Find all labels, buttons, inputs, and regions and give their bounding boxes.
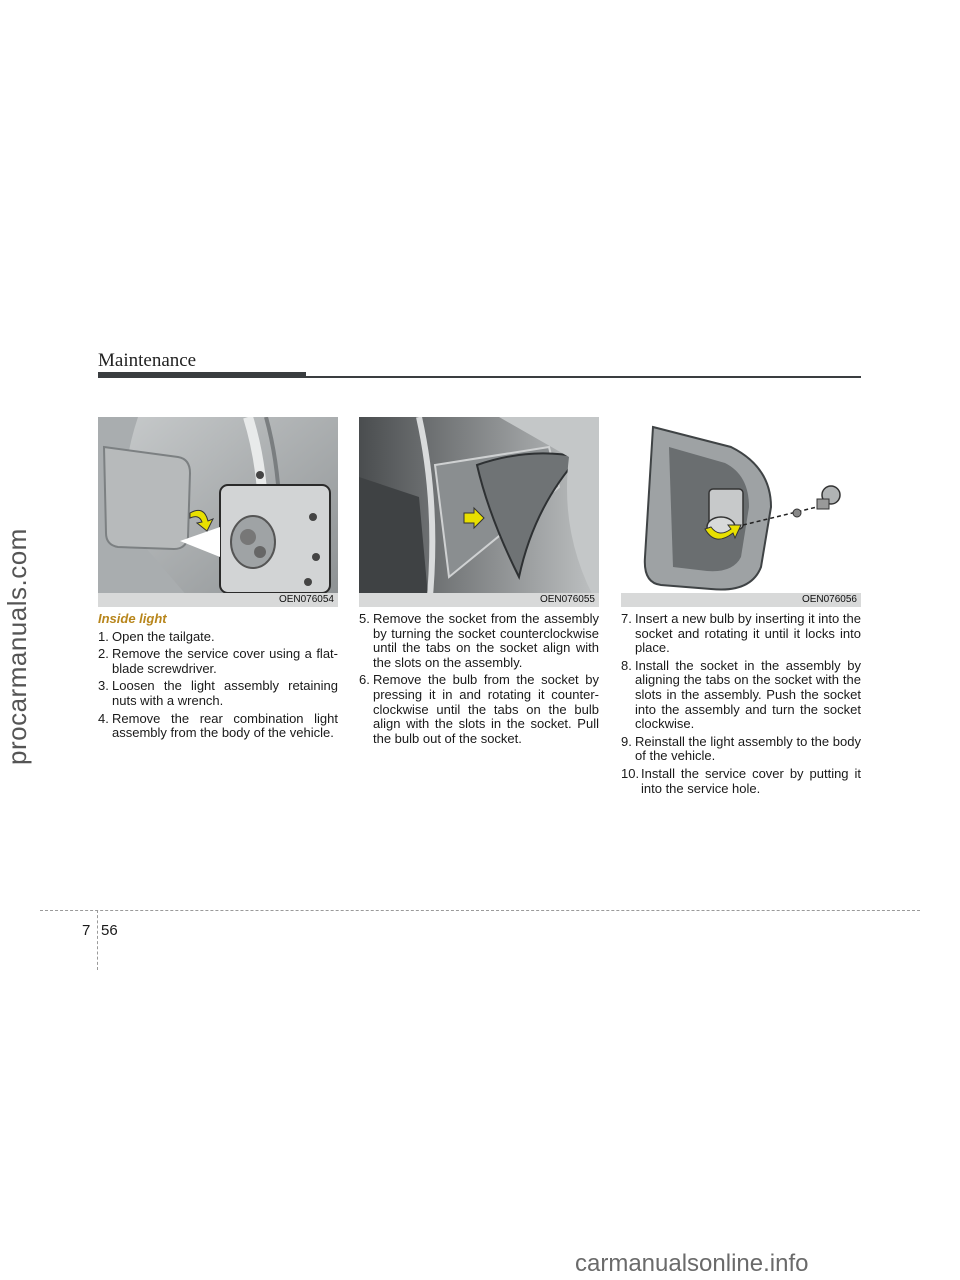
figure-service-cover	[98, 417, 338, 607]
figure-remove-socket	[359, 417, 599, 607]
section-title: Maintenance	[98, 350, 197, 371]
instruction-column-3	[621, 612, 861, 799]
figure-code: OEN076054	[275, 593, 338, 607]
step-item: 10. Install the service cover by putting it into the service hole.	[621, 765, 861, 796]
step-item: 6. Remove the bulb from the socket by pressing it in and rotating it counter-clockwise until the tabs on the bulb align with the slots in the socket. Pull the bulb out of the socket.	[359, 672, 599, 746]
step-item: 3. Loosen the light assembly retaining nuts with a wrench.	[98, 678, 338, 708]
step-item: 7. Insert a new bulb by inserting it into the socket and rotating it until it locks into place.	[621, 611, 861, 656]
instruction-column-2	[359, 612, 599, 749]
figure-illustration	[98, 417, 338, 607]
step-item: 2. Remove the service cover using a flat-blade screwdriver.	[98, 646, 338, 676]
figure-illustration	[359, 417, 599, 607]
figure-bulb-socket	[621, 417, 861, 607]
page-number: 56	[101, 922, 118, 939]
header-rule-thick	[98, 372, 306, 378]
instruction-column-1	[98, 612, 338, 744]
watermark-bottom: carmanualsonline.info	[575, 1250, 809, 1277]
step-item: 8. Install the socket in the assembly by aligning the tabs on the socket with the slots in the assembly. Push the socket into the assembly and turn the socket clockwise.	[621, 657, 861, 732]
figure-code: OEN076055	[536, 593, 599, 607]
figure-illustration	[621, 417, 861, 607]
step-item: 9. Reinstall the light assembly to the body of the vehicle.	[621, 733, 861, 764]
chapter-number: 7	[82, 922, 91, 939]
step-item: 5. Remove the socket from the assembly by turning the socket counterclockwise until the tabs on the socket align with the slots on the assembly.	[359, 611, 599, 670]
header-rule-thin	[306, 376, 861, 378]
figure-code: OEN076056	[798, 593, 861, 607]
subsection-heading: Inside light	[98, 611, 167, 626]
step-item: 1. Open the tailgate.	[98, 628, 215, 644]
footer-divider	[97, 910, 98, 970]
footer-rule	[40, 910, 920, 911]
step-item: 4. Remove the rear combination light assembly from the body of the vehicle.	[98, 710, 338, 741]
